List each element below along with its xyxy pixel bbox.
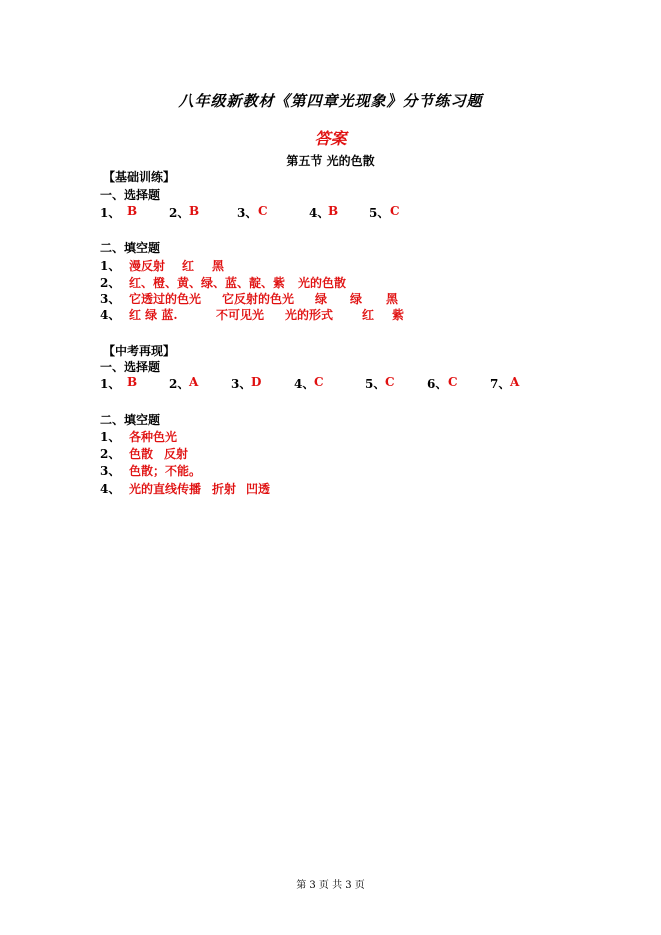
fill-answer-row: [100, 274, 500, 290]
choice-answer: C: [385, 375, 395, 389]
question-number: 1、: [100, 430, 121, 444]
fill-answer: 黑: [386, 292, 399, 306]
choice-answer: C: [390, 204, 400, 218]
fill-answer: 光的直线传播: [129, 482, 202, 496]
choice-answer: B: [127, 204, 138, 218]
fill-answer: 红: [362, 308, 375, 322]
fill-answer-row: [100, 462, 500, 478]
question-number: 4、: [100, 482, 121, 496]
fill-answer-row: [100, 306, 500, 322]
choice-answers-row: [100, 375, 540, 391]
question-number: 5、: [369, 206, 390, 220]
fill-answer: 绿: [315, 292, 328, 306]
fill-section-label: 二、填空题: [100, 413, 161, 427]
question-number: 5、: [365, 377, 386, 391]
choice-answer: B: [127, 375, 138, 389]
choice-section-label: 一、选择题: [100, 360, 161, 374]
fill-answer: 色散；不能。: [129, 464, 202, 478]
fill-section-label: 二、填空题: [100, 241, 161, 255]
fill-answer: 它透过的色光: [129, 292, 202, 306]
choice-answer: C: [258, 204, 268, 218]
answer-heading: 答案: [314, 129, 347, 148]
choice-answer: A: [510, 375, 520, 389]
question-number: 2、: [100, 447, 121, 461]
question-number: 4、: [309, 206, 330, 220]
fill-answer: 红: [182, 259, 195, 273]
question-number: 4、: [294, 377, 315, 391]
choice-answers-row: [100, 204, 500, 220]
choice-answer: D: [251, 375, 262, 389]
fill-answer: 黑: [212, 259, 225, 273]
choice-section-label: 一、选择题: [100, 188, 161, 202]
question-number: 7、: [490, 377, 511, 391]
fill-answer: 光的色散: [298, 276, 347, 290]
fill-answer-row: [100, 480, 500, 496]
fill-answer-row: [100, 290, 500, 306]
choice-answer: A: [189, 375, 199, 389]
fill-answer: 各种色光: [129, 430, 178, 444]
choice-answer: C: [314, 375, 324, 389]
fill-answer: 漫反射: [129, 259, 166, 273]
fill-answer-row: [100, 428, 500, 444]
basic-training-label: 【基础训练】: [103, 170, 176, 184]
fill-answer: 它反射的色光: [222, 292, 295, 306]
question-number: 1、: [100, 377, 121, 391]
question-number: 3、: [100, 292, 121, 306]
fill-answer-row: [100, 445, 500, 461]
fill-answer: 红 绿 蓝.: [129, 308, 178, 322]
fill-answer: 紫: [392, 308, 405, 322]
question-number: 1、: [100, 206, 121, 220]
choice-answer: B: [189, 204, 200, 218]
question-number: 3、: [231, 377, 252, 391]
choice-answer: B: [328, 204, 339, 218]
question-number: 2、: [169, 206, 190, 220]
fill-answer: 光的形式: [285, 308, 334, 322]
question-number: 1、: [100, 259, 121, 273]
page-title: 八年级新教材《第四章光现象》分节练习题: [178, 92, 483, 110]
question-number: 2、: [100, 276, 121, 290]
fill-answer: 不可见光: [216, 308, 265, 322]
fill-answer: 凹透: [246, 482, 271, 496]
section-title: 第五节 光的色散: [286, 154, 375, 168]
question-number: 4、: [100, 308, 121, 322]
question-number: 3、: [237, 206, 258, 220]
fill-answer: 折射: [212, 482, 237, 496]
page-footer: 第 3 页 共 3 页: [296, 880, 365, 891]
exam-review-label: 【中考再现】: [103, 344, 176, 358]
choice-answer: C: [448, 375, 458, 389]
fill-answer: 反射: [164, 447, 189, 461]
fill-answer: 色散: [129, 447, 154, 461]
question-number: 6、: [427, 377, 448, 391]
question-number: 2、: [169, 377, 190, 391]
fill-answer-row: [100, 257, 500, 273]
fill-answer: 红、橙、黄、绿、蓝、靛、紫: [129, 276, 286, 290]
fill-answer: 绿: [350, 292, 363, 306]
question-number: 3、: [100, 464, 121, 478]
